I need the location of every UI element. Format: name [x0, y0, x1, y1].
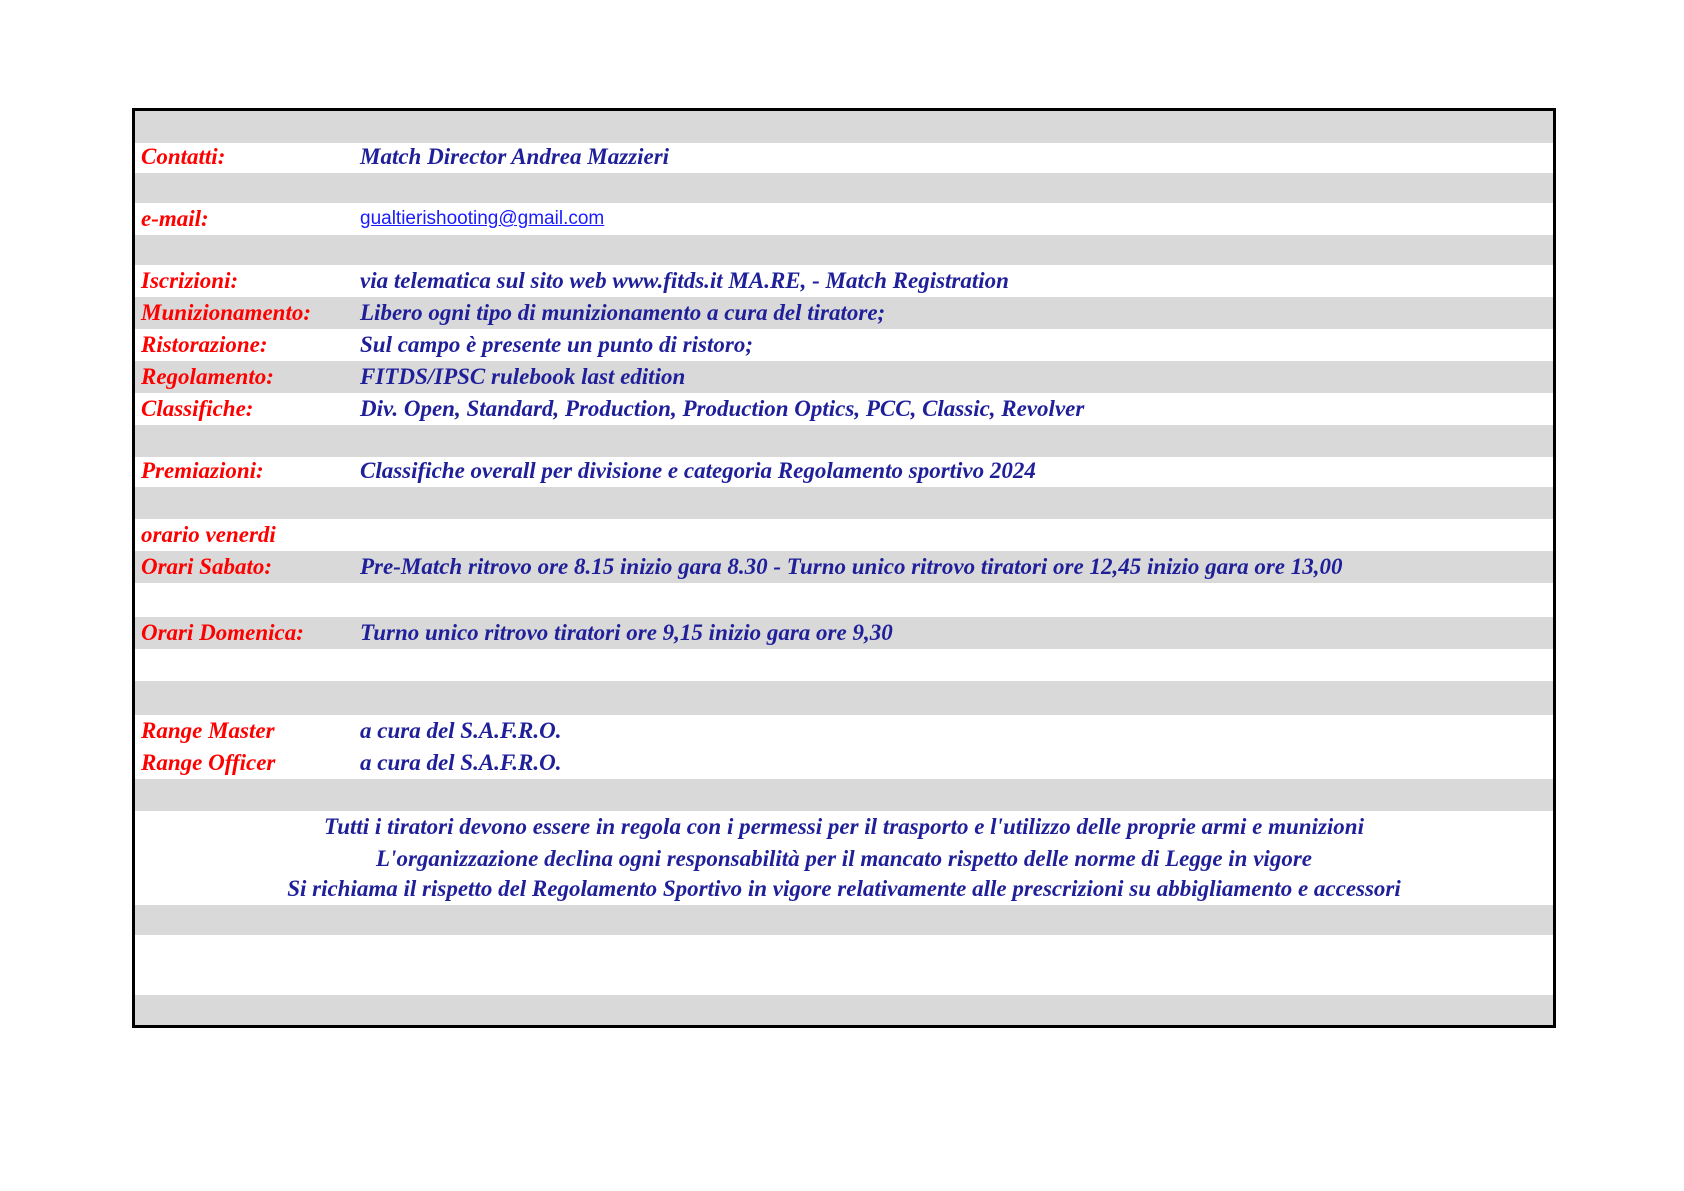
spacer-row: [135, 779, 1553, 811]
label-orari-sabato: Orari Sabato:: [141, 554, 272, 579]
spacer-row: [135, 173, 1553, 203]
row-email: [135, 203, 1553, 235]
row-iscrizioni: [135, 265, 1553, 297]
spacer-row: [135, 905, 1553, 935]
email-link[interactable]: gualtierishooting@gmail.com: [360, 208, 605, 229]
spacer-row: [135, 487, 1553, 519]
value-range-officer: a cura del S.A.F.R.O.: [360, 750, 562, 775]
note-line: Tutti i tiratori devono essere in regola con i permessi per il trasporto e l'utilizzo delle proprie armi e munizioni: [324, 814, 1364, 839]
row-note-3: [135, 875, 1553, 905]
row-orario-venerdi: [135, 519, 1553, 551]
value-orari-sabato: Pre-Match ritrovo ore 8.15 inizio gara 8.30 - Turno unico ritrovo tiratori ore 12,45 inizio gara ore 13,00: [360, 554, 1343, 579]
row-ristorazione: [135, 329, 1553, 361]
row-regolamento: [135, 361, 1553, 393]
spacer-row: [135, 995, 1553, 1028]
row-note-2: [135, 843, 1553, 875]
label-orario-venerdi: orario venerdi: [141, 522, 276, 547]
row-premiazioni: [135, 457, 1553, 487]
row-range-officer: [135, 747, 1553, 779]
spacer-row: [135, 425, 1553, 457]
value-contatti: Match Director Andrea Mazzieri: [360, 144, 670, 169]
info-sheet: [132, 108, 1556, 1028]
spacer-row: [135, 111, 1553, 143]
row-orari-domenica: [135, 617, 1553, 649]
label-classifiche: Classifiche:: [141, 396, 254, 421]
row-range-master: [135, 715, 1553, 747]
value-premiazioni: Classifiche overall per divisione e categoria Regolamento sportivo 2024: [360, 458, 1036, 483]
label-range-officer: Range Officer: [141, 750, 276, 775]
label-orari-domenica: Orari Domenica:: [141, 620, 304, 645]
spacer-row: [135, 649, 1553, 681]
value-ristorazione: Sul campo è presente un punto di ristoro;: [360, 332, 753, 357]
value-iscrizioni: via telematica sul sito web www.fitds.it MA.RE, - Match Registration: [360, 268, 1009, 293]
label-ristorazione: Ristorazione:: [141, 332, 268, 357]
label-contatti: Contatti:: [141, 144, 226, 169]
note-line: Si richiama il rispetto del Regolamento Sportivo in vigore relativamente alle prescrizioni su abbigliamento e accessori: [287, 876, 1401, 901]
spacer-row: [135, 583, 1553, 617]
row-note-1: [135, 811, 1553, 843]
label-iscrizioni: Iscrizioni:: [141, 268, 239, 293]
value-classifiche: Div. Open, Standard, Production, Production Optics, PCC, Classic, Revolver: [360, 396, 1085, 421]
label-range-master: Range Master: [141, 718, 275, 743]
spacer-row: [135, 681, 1553, 715]
value-munizionamento: Libero ogni tipo di munizionamento a cura del tiratore;: [360, 300, 886, 325]
value-range-master: a cura del S.A.F.R.O.: [360, 718, 562, 743]
label-munizionamento: Munizionamento:: [141, 300, 311, 325]
spacer-row: [135, 235, 1553, 265]
label-premiazioni: Premiazioni:: [141, 458, 264, 483]
label-email: e-mail:: [141, 206, 209, 231]
spacer-row: [135, 935, 1553, 995]
row-classifiche: [135, 393, 1553, 425]
value-orari-domenica: Turno unico ritrovo tiratori ore 9,15 inizio gara ore 9,30: [360, 620, 893, 645]
row-orari-sabato: [135, 551, 1553, 583]
label-regolamento: Regolamento:: [141, 364, 274, 389]
row-munizionamento: [135, 297, 1553, 329]
note-line: L'organizzazione declina ogni responsabilità per il mancato rispetto delle norme di Legge in vigore: [376, 846, 1312, 871]
value-regolamento: FITDS/IPSC rulebook last edition: [360, 364, 686, 389]
row-contatti: [135, 143, 1553, 173]
